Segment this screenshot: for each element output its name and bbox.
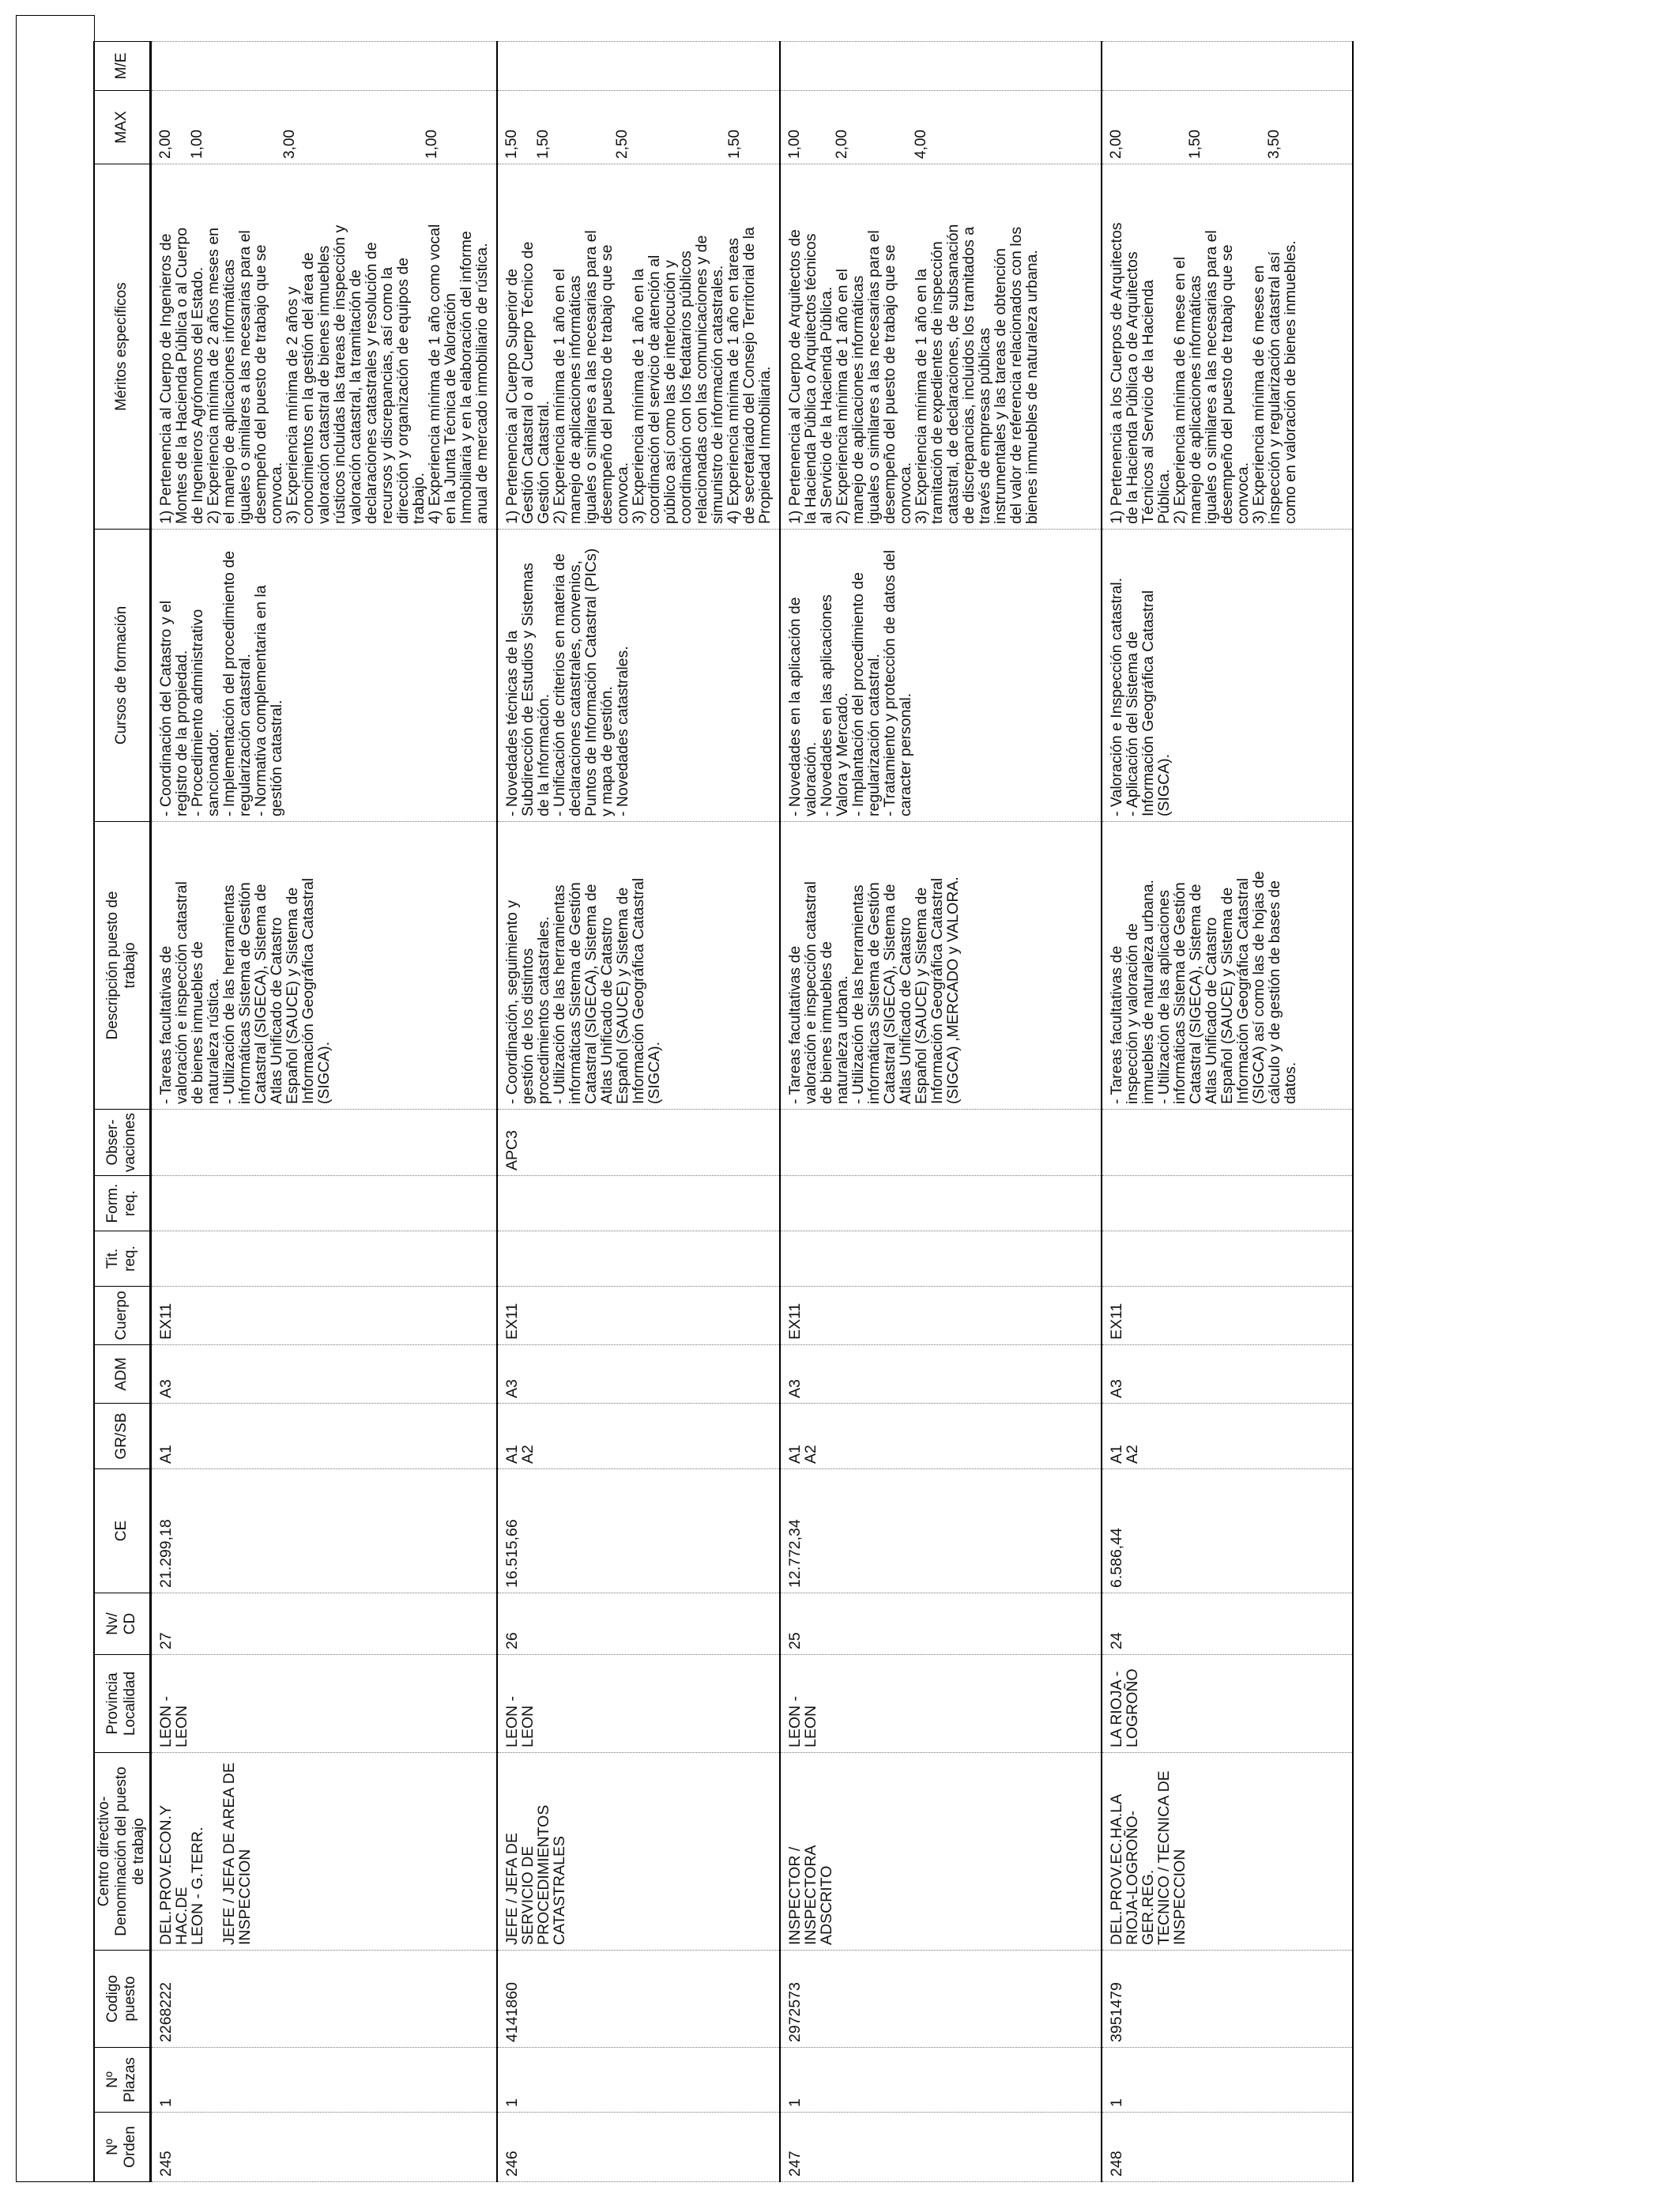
max-value: 2,00 xyxy=(157,130,174,159)
cell-form xyxy=(151,1176,498,1231)
cell-descripcion: - Tareas facultativas de valoración e inspección catastral de bienes inmuebles de naturaleza urbana. - Utilización de las herramientas informáticas Sistema de Gestión Catastral (SIGECA), Sistema de Atlas Unificado de Catastro Español (SAUCE) y Sistema de Información Geográfica Catastral (SIGCA) ,MERCADO y VALORA. xyxy=(780,822,1102,1110)
cell-obs xyxy=(780,1110,1102,1176)
table-row xyxy=(151,42,498,2182)
cell-me xyxy=(1102,42,1353,91)
header-tit: Tit. req. xyxy=(94,1231,151,1287)
cell-ce: 12.772,34 xyxy=(780,1469,1102,1593)
cell-nvcd: 26 xyxy=(497,1593,780,1655)
cell-codigo: 2268222 xyxy=(151,1951,498,2048)
cell-cuerpo: EX11 xyxy=(1102,1287,1353,1345)
header-codigo: Codigo puesto xyxy=(94,1951,151,2048)
cell-adm: A3 xyxy=(780,1345,1102,1404)
cell-max xyxy=(1102,91,1353,164)
max-value: 1,50 xyxy=(535,130,552,159)
cell-obs xyxy=(151,1110,498,1176)
header-grsb: GR/SB xyxy=(94,1404,151,1469)
cell-max xyxy=(497,91,780,164)
top-header-band xyxy=(16,15,95,2182)
cell-adm: A3 xyxy=(1102,1345,1353,1404)
cell-codigo: 4141860 xyxy=(497,1951,780,2048)
cell-centro: JEFE / JEFA DE SERVICIO DE PROCEDIMIENTOS CATASTRALES xyxy=(497,1753,780,1951)
cell-orden: 245 xyxy=(151,2113,498,2182)
cell-grsb: A1 A2 xyxy=(780,1404,1102,1469)
max-value: 3,50 xyxy=(1266,130,1283,159)
header-form: Form. req. xyxy=(94,1176,151,1231)
cell-nvcd: 27 xyxy=(151,1593,498,1655)
cell-cuerpo: EX11 xyxy=(151,1287,498,1345)
cell-nvcd: 24 xyxy=(1102,1593,1353,1655)
max-value: 3,00 xyxy=(281,130,298,159)
cell-plazas: 1 xyxy=(497,2048,780,2113)
cell-cursos: - Valoración e Inspección catastral. - Aplicación del Sistema de Información Geográfica Catastral (SIGCA). xyxy=(1102,530,1353,822)
max-value: 1,50 xyxy=(1187,130,1203,159)
cell-adm: A3 xyxy=(497,1345,780,1404)
cell-form xyxy=(780,1176,1102,1231)
max-value: 2,00 xyxy=(834,130,850,159)
cell-adm: A3 xyxy=(151,1345,498,1404)
cell-centro: INSPECTOR / INSPECTORA ADSCRITO xyxy=(780,1753,1102,1951)
max-value: 1,00 xyxy=(786,130,803,159)
cell-meritos: 1) Pertenencia a los Cuerpos de Arquitectos de la Hacienda Pública o de Arquitectos Técnicos al Servicio de la Hacienda Pública. 2) Experiencia mínima de 6 mese en el manejo de aplicaciones informáticas iguales o similares a las necesarias para el desempeño del puesto de trabajo que se convoca. 3) Experiencia mínima de 6 meses en inspección y regularización catastral así como en valoración de bienes inmuebles. xyxy=(1102,164,1353,530)
table-row xyxy=(497,42,780,2182)
cell-cursos: - Novedades técnicas de la Subdirección de Estudios y Sistemas de la Información. - Unificación de criterios en materia de declaraciones catastrales, convenios, Puntos de Información Catastral (PICs) y mapa de gestión. - Novedades catastrales. xyxy=(497,530,780,822)
header-max: MAX xyxy=(94,91,151,164)
cell-orden: 248 xyxy=(1102,2113,1353,2182)
cell-ce: 21.299,18 xyxy=(151,1469,498,1593)
cell-codigo: 2972573 xyxy=(780,1951,1102,2048)
max-value: 1,50 xyxy=(503,130,520,159)
cell-max xyxy=(780,91,1102,164)
cell-grsb: A1 xyxy=(151,1404,498,1469)
cell-meritos: 1) Pertenencia al Cuerpo de Arquitectos de la Hacienda Pública o Arquitectos técnicos al Servicio de la Hacienda Pública. 2) Experiencia mínima de 1 año en el manejo de aplicaciones informáticas iguales o similares a las necesarias para el desempeño del puesto de trabajo que se convoca. 3) Experiencia mínima de 1 año en la tramitación de expedientes de inspección catastral, de declaraciones, de subsanación de discrepancias, incluidos los tramitados a través de empresas públicas instrumentales y las tareas de obtención del valor de referencia relacionados con los bienes inmuebles de naturaleza urbana. xyxy=(780,164,1102,530)
cell-provincia: LEON - LEON xyxy=(151,1655,498,1753)
cell-tit xyxy=(497,1231,780,1287)
positions-table xyxy=(93,41,1354,2182)
cell-nvcd: 25 xyxy=(780,1593,1102,1655)
cell-centro: DEL.PROV.ECON.Y HAC.DE LEON - G.TERR. JEFE / JEFA DE AREA DE INSPECCION xyxy=(151,1753,498,1951)
header-me: M/E xyxy=(94,42,151,91)
cell-cursos: - Novedades en la aplicación de valoración. - Novedades en las aplicaciones Valora y Mercado. - Implantación del procedimiento de regularización catastral. - Tratamiento y protección de datos del caracter personal. xyxy=(780,530,1102,822)
header-cuerpo: Cuerpo xyxy=(94,1287,151,1345)
cell-grsb: A1 A2 xyxy=(497,1404,780,1469)
cell-form xyxy=(1102,1176,1353,1231)
header-provincia: Provincia Localidad xyxy=(94,1655,151,1753)
cell-cuerpo: EX11 xyxy=(780,1287,1102,1345)
max-value: 2,00 xyxy=(1108,130,1124,159)
max-value: 1,00 xyxy=(189,130,205,159)
cell-obs: APC3 xyxy=(497,1110,780,1176)
cell-me xyxy=(497,42,780,91)
cell-descripcion: - Tareas facultativas de valoración e inspección catastral de bienes inmuebles de naturaleza rústica. - Utilización de las herramientas informáticas Sistema de Gestión Catastral (SIGECA), Sistema de Atlas Unificado de Catastro Español (SAUCE) y Sistema de Información Geográfica Catastral (SIGCA). xyxy=(151,822,498,1110)
cell-orden: 246 xyxy=(497,2113,780,2182)
cell-meritos: 1) Pertenencia al Cuerpo Superior de Gestión Catastral o al Cuerpo Técnico de Gestión Catastral. 2) Experiencia mínima de 1 año en el manejo de aplicaciones informáticas iguales o similares a las necesarias para el desempeño del puesto de trabajo que se convoca. 3) Experiencia mínima de 1 año en la coordinación del servicio de atención al público así como las de interlocución y coordinación con los fedatarios públicos relacionadas con las comunicaciones y de simunistro de información catastrales. 4) Experiencia mínima de 1 año en tareas de secretariado del Consejo Territorial de la Propiedad Inmobiliaria. xyxy=(497,164,780,530)
max-value: 1,00 xyxy=(424,130,440,159)
cell-descripcion: - Coordinación, seguimiento y gestión de los distintos procedimientos catastrales. - Utilización de las herramientas informáticas Sistema de Gestión Catastral (SIGECA), Sistema de Atlas Unificado de Catastro Español (SAUCE) y Sistema de Información Geográfica Catastral (SIGCA). xyxy=(497,822,780,1110)
header-meritos: Méritos específicos xyxy=(94,164,151,530)
cell-provincia: LEON - LEON xyxy=(497,1655,780,1753)
cell-me xyxy=(151,42,498,91)
cell-max xyxy=(151,91,498,164)
header-descripcion: Descripción puesto de trabajo xyxy=(94,822,151,1110)
header-row xyxy=(94,42,151,2182)
cell-obs xyxy=(1102,1110,1353,1176)
cell-meritos: 1) Pertenencia al Cuerpo de Ingenieros de Montes de la Hacienda Pública o al Cuerpo de Ingenieros Agrónomos del Estado. 2) Experiencia mínima de 2 años meses en el manejo de aplicaciones informáticas iguales o similares a las necesarias para el desempeño del puesto de trabajo que se convoca. 3) Experiencia mínima de 2 años y conocimientos en la gestión del área de valoración catastral de bienes inmuebles rústicos incluidas las tareas de inspección y valoración catastral, la tramitación de declaraciones catastrales y resolución de recursos y discrepancias, así como la dirección y organización de equipos de trabajo. 4) Experiencia mínima de 1 año como vocal en la Junta Técnica de Valoración Inmobiliaria y en la elaboración del informe anual de mercado inmobiliario de rústica. xyxy=(151,164,498,530)
cell-plazas: 1 xyxy=(1102,2048,1353,2113)
header-adm: ADM xyxy=(94,1345,151,1404)
cell-form xyxy=(497,1176,780,1231)
cell-cursos: - Coordinación del Catastro y el registro de la propiedad. - Procedimiento administrativo sancionador. - Implementación del procedimiento de regularización catastral. - Normativa complementaria en la gestión catastral. xyxy=(151,530,498,822)
header-orden: Nº Orden xyxy=(94,2113,151,2182)
header-nvcd: Nv/ CD xyxy=(94,1593,151,1655)
cell-plazas: 1 xyxy=(151,2048,498,2113)
max-value: 4,00 xyxy=(913,130,929,159)
max-value: 2,50 xyxy=(614,130,631,159)
header-obs: Obser- vaciones xyxy=(94,1110,151,1176)
table-row xyxy=(1102,42,1353,2182)
cell-grsb: A1 A2 xyxy=(1102,1404,1353,1469)
cell-cuerpo: EX11 xyxy=(497,1287,780,1345)
cell-codigo: 3951479 xyxy=(1102,1951,1353,2048)
header-cursos: Cursos de formación xyxy=(94,530,151,822)
cell-descripcion: - Tareas facultativas de inspección y valoración de inmuebles de naturaleza urbana. - Utilización de las aplicaciones informáticas Sistema de Gestión Catastral (SIGECA), Sistema de Atlas Unificado de Catastro Español (SAUCE) y Sistema de Información Geográfica Catastral (SIGCA) así como las de hojas de cálculo y de gestión de bases de datos. xyxy=(1102,822,1353,1110)
cell-tit xyxy=(780,1231,1102,1287)
cell-orden: 247 xyxy=(780,2113,1102,2182)
cell-ce: 6.586,44 xyxy=(1102,1469,1353,1593)
cell-provincia: LA RIOJA - LOGROÑO xyxy=(1102,1655,1353,1753)
header-ce: CE xyxy=(94,1469,151,1593)
cell-centro: DEL.PROV.EC.HA.LA RIOJA-LOGROÑO-GER.REG. TECNICO / TECNICA DE INSPECCION xyxy=(1102,1753,1353,1951)
cell-me xyxy=(780,42,1102,91)
cell-plazas: 1 xyxy=(780,2048,1102,2113)
table-row xyxy=(780,42,1102,2182)
header-centro: Centro directivo- Denominación del puesto de trabajo xyxy=(94,1753,151,1951)
cell-provincia: LEON - LEON xyxy=(780,1655,1102,1753)
cell-ce: 16.515,66 xyxy=(497,1469,780,1593)
header-plazas: Nº Plazas xyxy=(94,2048,151,2113)
cell-tit xyxy=(1102,1231,1353,1287)
cell-tit xyxy=(151,1231,498,1287)
max-value: 1,50 xyxy=(726,130,743,159)
